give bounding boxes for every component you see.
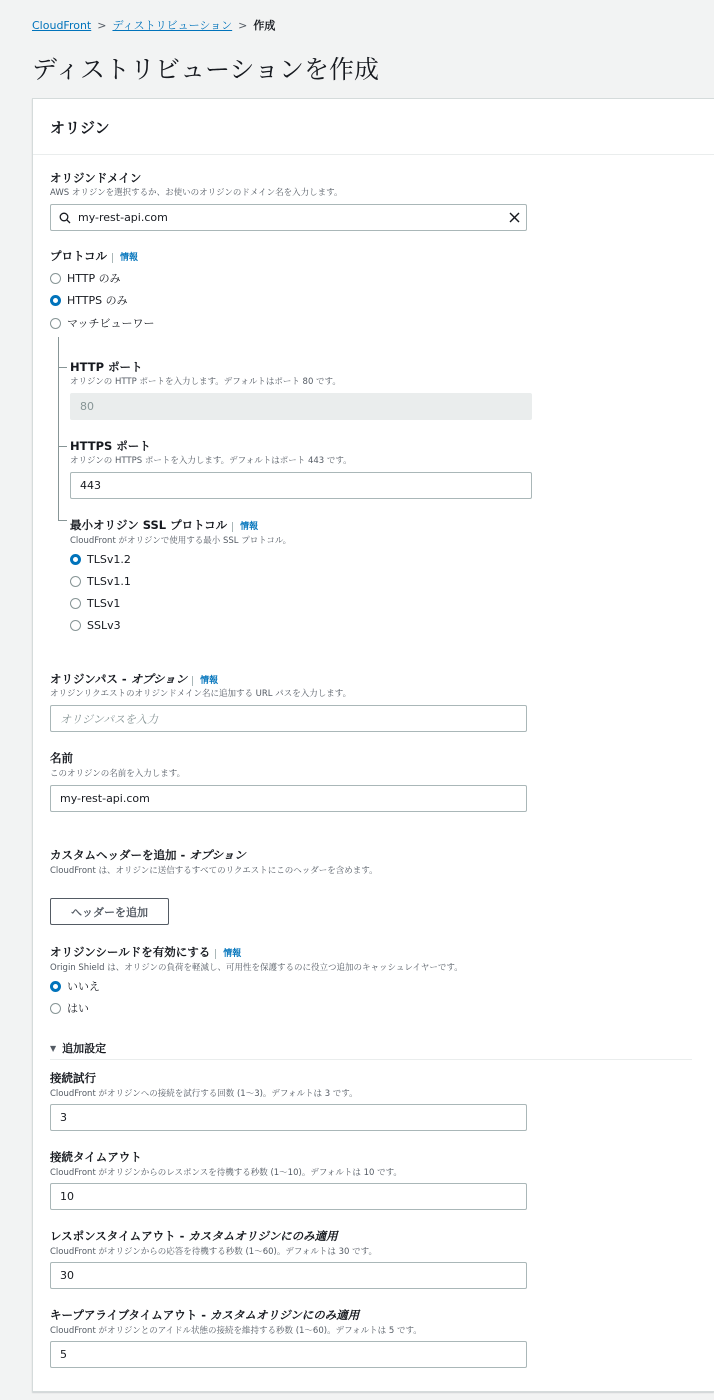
origin-path-label: [50, 671, 218, 687]
panel-title: オリジン: [50, 119, 110, 137]
tree-connector: [58, 446, 67, 447]
connection-timeout-label: 接続タイムアウト: [50, 1150, 142, 1164]
panel-header: [33, 99, 714, 155]
ssl-protocol-label-text: 最小オリジン SSL プロトコル: [70, 518, 228, 532]
optional-tag: オプション: [189, 848, 246, 862]
radio-button[interactable]: [70, 620, 81, 631]
origin-domain-description: AWS オリジンを選択するか、お使いのオリジンのドメイン名を入力します。: [50, 188, 343, 198]
radio-button[interactable]: [70, 576, 81, 587]
origin-path-label-text: オリジンパス -: [50, 672, 131, 686]
connection-timeout-input[interactable]: 10: [50, 1183, 527, 1210]
response-timeout-description: CloudFront がオリジンからの応答を待機する秒数 (1～60)。デフォルトは 30 です。: [50, 1247, 377, 1257]
response-timeout-label: [50, 1228, 338, 1244]
origin-domain-input[interactable]: [50, 204, 527, 231]
protocol-label-text: プロトコル: [50, 249, 108, 263]
breadcrumb-link-cloudfront[interactable]: CloudFront: [32, 18, 92, 32]
tree-connector: [58, 367, 67, 368]
tree-connector: [58, 337, 59, 520]
https-port-label: HTTPS ポート: [70, 439, 151, 453]
name-input[interactable]: my-rest-api.com: [50, 785, 527, 812]
origin-shield-label-text: オリジンシールドを有効にする: [50, 945, 211, 959]
custom-origin-only-tag: カスタムオリジンにのみ適用: [188, 1229, 338, 1243]
https-port-description: オリジンの HTTPS ポートを入力します。デフォルトはポート 443 です。: [70, 456, 352, 466]
close-icon[interactable]: [509, 212, 520, 223]
search-icon: [59, 212, 71, 224]
origin-path-description: オリジンリクエストのオリジンドメイン名に追加する URL パスを入力します。: [50, 689, 352, 699]
radio-label: はい: [67, 1002, 89, 1015]
keepalive-timeout-description: CloudFront がオリジンとのアイドル状態の接続を維持する秒数 (1～60)。デフォルトは 5 です。: [50, 1326, 422, 1336]
custom-origin-only-tag: カスタムオリジンにのみ適用: [209, 1308, 360, 1322]
origin-panel: [32, 98, 714, 1392]
keepalive-timeout-input[interactable]: 5: [50, 1341, 527, 1368]
custom-header-label: [50, 847, 246, 863]
radio-label: いいえ: [67, 980, 100, 993]
name-label: 名前: [50, 751, 73, 765]
ssl-option-tlsv11[interactable]: [70, 575, 131, 588]
ssl-option-tlsv12[interactable]: [70, 553, 131, 566]
http-port-label: HTTP ポート: [70, 360, 143, 374]
breadcrumb-link-distributions[interactable]: ディストリビューション: [112, 19, 233, 32]
breadcrumb-separator: >: [97, 18, 107, 32]
radio-button[interactable]: [50, 273, 61, 284]
divider: [50, 1059, 692, 1060]
keepalive-timeout-label-text: キープアライブタイムアウト -: [50, 1308, 210, 1322]
protocol-info-link[interactable]: 情報: [112, 253, 138, 263]
protocol-option-https[interactable]: [50, 292, 128, 308]
caret-down-icon: ▼: [50, 1043, 57, 1053]
origin-path-info-link[interactable]: 情報: [192, 676, 218, 686]
breadcrumb-separator: >: [238, 18, 248, 32]
radio-label: TLSv1.1: [87, 575, 131, 588]
radio-button[interactable]: [50, 295, 61, 306]
origin-shield-option-yes[interactable]: [50, 1000, 89, 1016]
additional-settings-toggle[interactable]: [50, 1040, 106, 1056]
connection-timeout-description: CloudFront がオリジンからのレスポンスを待機する秒数 (1～10)。デフォルトは 10 です。: [50, 1168, 402, 1178]
protocol-label: [50, 248, 138, 264]
custom-header-description: CloudFront は、オリジンに送信するすべてのリクエストにこのヘッダーを含めます。: [50, 866, 378, 876]
origin-shield-description: Origin Shield は、オリジンの負荷を軽減し、可用性を保護するのに役立つ追加のキャッシュレイヤーです。: [50, 963, 463, 973]
protocol-option-match-viewer[interactable]: [50, 315, 155, 331]
breadcrumb: [32, 17, 275, 33]
connection-attempts-input[interactable]: 3: [50, 1104, 527, 1131]
origin-shield-info-link[interactable]: 情報: [215, 949, 241, 959]
ssl-protocol-label: [70, 517, 258, 533]
origin-shield-label: [50, 944, 241, 960]
tree-connector: [58, 520, 67, 521]
https-port-input[interactable]: 443: [70, 472, 532, 499]
name-description: このオリジンの名前を入力します。: [50, 769, 186, 779]
optional-tag: オプション: [130, 672, 188, 686]
page-title: ディストリビューションを作成: [32, 55, 380, 84]
origin-path-input[interactable]: オリジンパスを入力: [50, 705, 527, 732]
radio-button[interactable]: [50, 981, 61, 992]
radio-label: TLSv1: [87, 597, 121, 610]
origin-shield-option-no[interactable]: [50, 978, 100, 994]
radio-button[interactable]: [70, 554, 81, 565]
radio-label: HTTP のみ: [67, 272, 121, 285]
breadcrumb-current: 作成: [253, 19, 276, 32]
connection-attempts-description: CloudFront がオリジンへの接続を試行する回数 (1～3)。デフォルトは 3 です。: [50, 1089, 358, 1099]
ssl-protocol-info-link[interactable]: 情報: [232, 522, 258, 532]
http-port-input: 80: [70, 393, 532, 420]
origin-domain-label: オリジンドメイン: [50, 171, 142, 185]
keepalive-timeout-label: [50, 1307, 359, 1323]
additional-settings-label: 追加設定: [62, 1042, 107, 1055]
radio-button[interactable]: [70, 598, 81, 609]
ssl-option-sslv3[interactable]: [70, 619, 121, 632]
protocol-option-http[interactable]: [50, 270, 121, 286]
radio-label: SSLv3: [87, 619, 121, 632]
ssl-option-tlsv1[interactable]: [70, 597, 120, 610]
response-timeout-label-text: レスポンスタイムアウト -: [50, 1229, 189, 1243]
radio-label: TLSv1.2: [87, 553, 131, 566]
origin-domain-value: my-rest-api.com: [78, 211, 168, 224]
custom-header-label-text: カスタムヘッダーを追加 -: [50, 848, 190, 862]
radio-label: マッチビューワー: [67, 317, 155, 330]
response-timeout-input[interactable]: 30: [50, 1262, 527, 1289]
radio-label: HTTPS のみ: [67, 294, 128, 307]
connection-attempts-label: 接続試行: [50, 1071, 96, 1085]
add-header-button[interactable]: ヘッダーを追加: [50, 898, 169, 925]
ssl-protocol-description: CloudFront がオリジンで使用する最小 SSL プロトコル。: [70, 536, 292, 546]
radio-button[interactable]: [50, 318, 61, 329]
radio-button[interactable]: [50, 1003, 61, 1014]
http-port-description: オリジンの HTTP ポートを入力します。デフォルトはポート 80 です。: [70, 377, 341, 387]
